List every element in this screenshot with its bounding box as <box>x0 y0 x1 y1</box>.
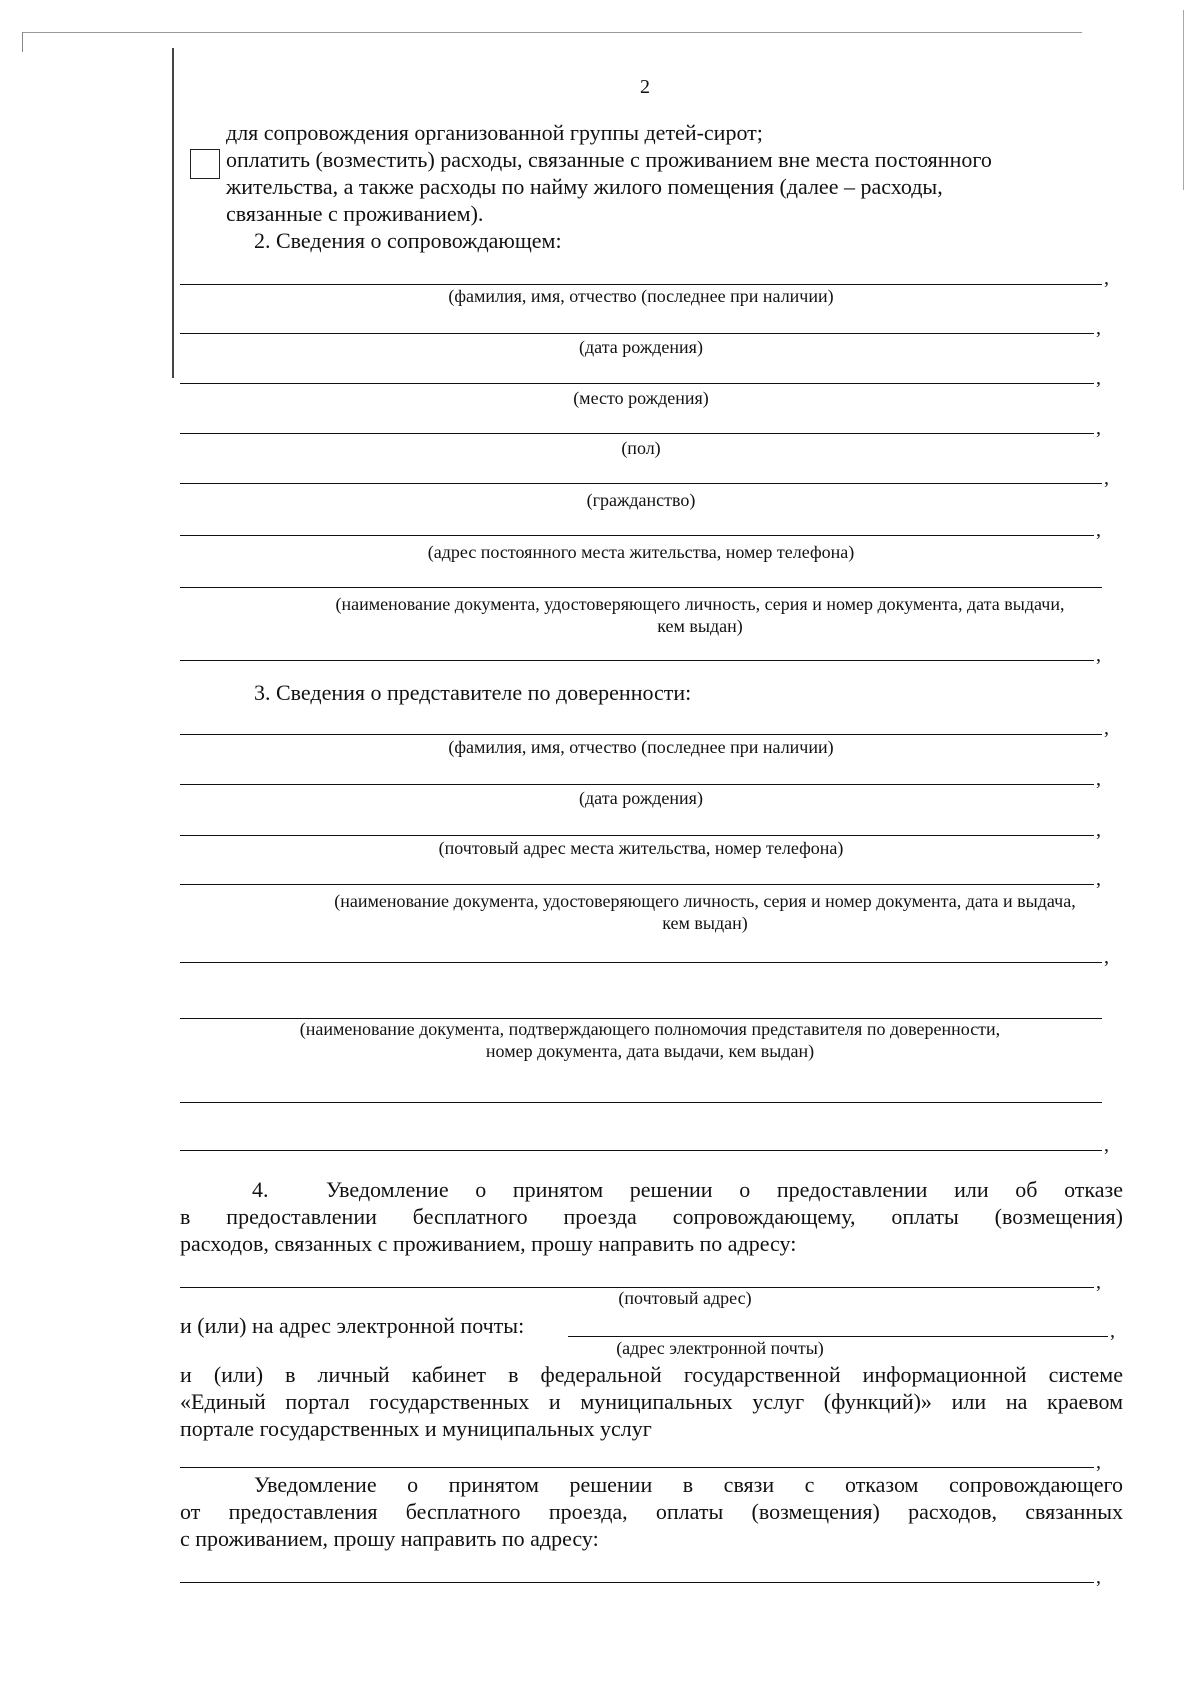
field-portal[interactable] <box>180 1467 1094 1468</box>
field-rep-id-document-cont[interactable] <box>180 962 1102 963</box>
caption-escort-birth-place: (место рождения) <box>573 388 709 408</box>
comma: , <box>1104 467 1109 489</box>
comma: , <box>1104 717 1109 739</box>
field-escort-sex[interactable] <box>180 433 1094 434</box>
section-4-p1-line-3: расходов, связанных с проживанием, прошу направить по адресу: <box>180 1231 797 1256</box>
section-3-heading: 3. Сведения о представителе по доверенности: <box>254 680 692 705</box>
caption-escort-id-document-2: кем выдан) <box>657 616 743 636</box>
comma: , <box>1096 868 1101 890</box>
caption-escort-address: (адрес постоянного места жительства, номер телефона) <box>427 542 855 562</box>
field-rep-power-document-cont-1[interactable] <box>180 1102 1102 1103</box>
field-escort-citizenship[interactable] <box>180 483 1102 484</box>
field-escort-birth-date[interactable] <box>180 333 1094 334</box>
field-escort-fio[interactable] <box>180 284 1102 285</box>
scan-border-left <box>22 32 23 52</box>
caption-escort-fio: (фамилия, имя, отчество (последнее при наличии) <box>448 286 834 306</box>
field-email[interactable] <box>568 1336 1108 1337</box>
comma: , <box>1096 1566 1101 1588</box>
section-4-p3-line-2: от предоставления бесплатного проезда, оплаты (возмещения) расходов, связанных <box>180 1499 1123 1524</box>
section-4-p1-line-1: Уведомление о принятом решении о предоставлении или об отказе <box>326 1177 1123 1202</box>
scan-border-right <box>1183 10 1184 190</box>
scan-border-top <box>22 32 1082 33</box>
comma: , <box>1096 417 1101 439</box>
section-4-p2-line-1: и (или) в личный кабинет в федеральной государственной информационной системе <box>180 1362 1123 1387</box>
intro-line-2: оплатить (возместить) расходы, связанные с проживанием вне места постоянного <box>226 147 992 172</box>
field-rep-fio[interactable] <box>180 734 1102 735</box>
caption-escort-citizenship: (гражданство) <box>586 490 696 510</box>
checkbox[interactable] <box>190 149 220 179</box>
comma: , <box>1096 317 1101 339</box>
scan-margin-line <box>172 48 174 378</box>
comma: , <box>1096 367 1101 389</box>
section-2-heading: 2. Сведения о сопровождающем: <box>254 228 562 253</box>
intro-line-3: жительства, а также расходы по найму жилого помещения (далее – расходы, <box>226 174 943 199</box>
comma: , <box>1096 644 1101 666</box>
field-escort-id-document-cont[interactable] <box>180 660 1094 661</box>
field-rep-birth-date[interactable] <box>180 784 1094 785</box>
section-4-p2-line-2: «Единый портал государственных и муниципальных услуг (функций)» или на краевом <box>180 1389 1123 1414</box>
section-4-p1-line-2: в предоставлении бесплатного проезда сопровождающему, оплаты (возмещения) <box>180 1204 1123 1229</box>
section-4-p2-line-3: портале государственных и муниципальных услуг <box>180 1416 652 1441</box>
intro-line-4: связанные с проживанием). <box>226 201 484 226</box>
field-escort-id-document[interactable] <box>180 587 1102 588</box>
comma: , <box>1096 1451 1101 1473</box>
field-escort-address[interactable] <box>180 535 1094 536</box>
caption-rep-address: (почтовый адрес места жительства, номер телефона) <box>438 838 844 858</box>
intro-line-1: для сопровождения организованной группы детей-сирот; <box>226 120 763 145</box>
caption-rep-birth-date: (дата рождения) <box>579 788 703 808</box>
comma: , <box>1096 768 1101 790</box>
caption-postal-address: (почтовый адрес) <box>618 1288 752 1308</box>
section-4-p3-line-1: Уведомление о принятом решении в связи с отказом сопровождающего <box>254 1472 1123 1497</box>
caption-escort-id-document-1: (наименование документа, удостоверяющего личность, серия и номер документа, дата выдачи, <box>335 594 1065 614</box>
caption-rep-power-document-1: (наименование документа, подтверждающего полномочия представителя по доверенности, <box>299 1019 1001 1039</box>
field-rep-id-document[interactable] <box>180 884 1094 885</box>
caption-rep-power-document-2: номер документа, дата выдачи, кем выдан) <box>485 1041 815 1061</box>
comma: , <box>1104 946 1109 968</box>
caption-rep-id-document-2: кем выдан) <box>662 913 748 933</box>
caption-email: (адрес электронной почты) <box>616 1338 824 1358</box>
section-4-p3-line-3: с проживанием, прошу направить по адресу: <box>180 1526 599 1551</box>
comma: , <box>1096 1271 1101 1293</box>
caption-rep-id-document-1: (наименование документа, удостоверяющего личность, серия и номер документа, дата и выдача, <box>334 891 1076 911</box>
comma: , <box>1104 1134 1109 1156</box>
field-escort-birth-place[interactable] <box>180 383 1094 384</box>
email-label: и (или) на адрес электронной почты: <box>180 1313 525 1338</box>
comma: , <box>1104 267 1109 289</box>
page-number: 2 <box>640 76 650 98</box>
caption-escort-sex: (пол) <box>621 438 661 458</box>
comma: , <box>1110 1320 1115 1342</box>
field-refusal-address[interactable] <box>180 1582 1094 1583</box>
field-rep-power-document-cont-2[interactable] <box>180 1150 1102 1151</box>
comma: , <box>1096 519 1101 541</box>
caption-rep-fio: (фамилия, имя, отчество (последнее при наличии) <box>448 737 834 757</box>
comma: , <box>1096 819 1101 841</box>
section-4-number: 4. <box>252 1177 269 1202</box>
field-rep-address[interactable] <box>180 835 1094 836</box>
caption-escort-birth-date: (дата рождения) <box>579 337 703 357</box>
